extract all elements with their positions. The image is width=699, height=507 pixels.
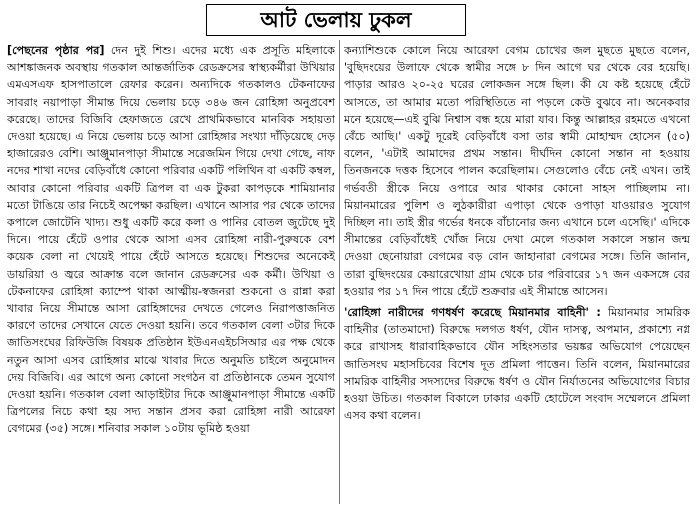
- column-divider: [339, 40, 340, 504]
- right-column-paragraph-2: [344, 304, 690, 424]
- subheading: 'রোহিঙ্গা নারীদের গণধর্ষণ করেছে মিয়ানমার বাহিনী' :: [344, 306, 601, 320]
- continued-from-tag: [পেছনের পৃষ্ঠার পর]: [7, 44, 105, 57]
- headline-area: [0, 4, 699, 38]
- left-column-paragraph: [7, 42, 335, 438]
- right-column-paragraph-2-text: মিয়ানমার সামরিক বাহিনীর (তাতমাদো) বিরুদ্ধে দলগত ধর্ষণ, যৌন দাসত্ব, অপমান, প্রকাশ্যে নগ্ন করে রাখাসহ ধারাবাহিকভাবে যৌন সহিংসতার ভয়ঙ্কর অভিযোগ পেয়েছেন জাতিসংঘ মহাসচিবের বিশেষ দূত প্রমিলা পাত্তেন। তিনি বলেন, মিয়ানমারের সামরিক বাহিনীর সদস্যদের বিরুদ্ধে ধর্ষণ ও যৌন নির্যাতনের অভিযোগের বিচার হওয়া উচিত। গতকাল বিকালে ঢাকার একটি হোটেলে সংবাদ সম্মেলনে প্রমিলা এসব কথা বলেন।: [344, 306, 690, 423]
- right-column: [344, 42, 690, 504]
- right-column-paragraph-1: কন্যাশিশুকে কোলে নিয়ে আরেফা বেগম চোখের জল মুছতে মুছতে বলেন, 'বুছিদংয়ের উলাফে থেকে স্বামীর সঙ্গে ৮ দিন আগে ঘর থেকে বের হয়েছি। পাড়ার আরও ২০-২৫ ঘরের লোকজন সঙ্গে ছিল। কী যে কষ্ট হয়েছে হেঁটে আসতে, তা আমার মতো পরিস্থিতিতে না পড়লে কেউ বুঝবে না। অনেকবার মনে হয়েছে—এই বুঝি নিশ্বাস বন্ধ হয়ে মারা যাব। কিন্তু আল্লাহর রহমতে এখনো বেঁচে আছি।' একটু দূরেই বেড়িবাঁধে বসা তার স্বামী মোহাম্মদ হোসেন (৫০) বলেন, 'এটাই আমাদের প্রথম সন্তান। দীর্ঘদিন কোনো সন্তান না হওয়ায় তিনজনকে দত্তক হিসেবে পালন করেছিলাম। সেগুলোও বেঁচে নেই এখন। তাই গর্ভবতী স্ত্রীকে নিয়ে ওপারে আর থাকার কোনো সাহস পাচ্ছিলাম না। মিয়ানমারের পুলিশ ও লুঠকারীরা এপাড়া থেকে ওপাড়া যাওয়ারও সুযোগ দিচ্ছিল না। তাই স্ত্রীর গর্ভের ধনকে বাঁচানোর জন্য এখানে চলে এসেছি।' এদিকে সীমান্তের বেড়িবাঁধেই খোঁজ নিয়ে দেখা মেলে গতকাল সকালে সন্তান জন্ম দেওয়া ছেনোয়ারা বেগমের বড় বোন জাহানারা বেগমের সঙ্গে। তিনি জানান, তারা বুছিদংয়ের কেয়ারেখোয়া গ্রাম থেকে চার পরিবারের ১৭ জন একসঙ্গে বের হওয়ার পর ১৭ দিন পায়ে হেঁটে শুক্রবার এই সীমান্তে আসেন।: [344, 44, 690, 298]
- left-column: [7, 42, 335, 504]
- headline-box: আট ভেলায় ঢুকল: [206, 4, 466, 36]
- left-column-text: দেন দুই শিশু। এদের মধ্যে এক প্রসূতি মহিলাকে আশঙ্কাজনক অবস্থায় গতকাল আন্তর্জাতিক রেডক্রসের স্বাস্থ্যকর্মীরা উখিয়ার এমএসএফ হাসপাতালে রেফার করেন। অন্যদিকে গতকালও টেকনাফের সাবরাং নয়াপাড়া সীমান্ত দিয়ে ভেলায় চড়ে ৩৪৬ জন রোহিঙ্গা অনুপ্রবেশ করেছে। তাদের বিজিবি হেফাজতে রেখে প্রাথমিকভাবে মানবিক সহায়তা দেওয়া হয়েছে। এ নিয়ে ভেলায় চড়ে আসা রোহিঙ্গার সংখ্যা দাঁড়িয়েছে দেড় হাজারেরও বেশি। আঞ্জুমানপাড়া সীমান্তে সরেজমিন গিয়ে দেখা গেছে, নাফ নদের শাখা নদের বেড়িবাঁধে কোনো পরিবার একটি পলিথিন বা একটি কম্বল, আবার কোনো পরিবার একটি ত্রিপল বা এক টুকরা কাপড়কে শামিয়ানার মতো টাঙিয়ে তার নিচেই অপেক্ষা করছিল। এখানে আসার পর থেকে তাদের কপালে জোটেনি খাদ্য। শুধু একটি করে কলা ও পানির বোতল জুটেছে দুই দিনে। পায়ে হেঁটে ওপার থেকে আসা এসব রোহিঙ্গা নারী-পুরুষকে বেশ কয়েক বেলা না খেয়েই পায়ে হেঁটে আসতে হয়েছে। শিশুদের অনেকেই ডায়রিয়া ও জ্বরে আক্রান্ত বলে জানান রেডক্রসের এক কর্মী। উখিয়া ও টেকনাফের রোহিঙ্গা ক্যাম্পে থাকা আত্মীয়-স্বজনরা শুকনো ও রান্না করা খাবার নিয়ে সীমান্তে আসা রোহিঙ্গাদের দেখতে গেলেও নিরাপত্তাজনিত কারণে তাদের সেখানে যেতে দেওয়া হয়নি। তবে গতকাল বেলা ৩টার দিকে জাতিসংঘের রিফিউজি বিষয়ক প্রতিষ্ঠান ইউএনএইচসিআর এর পক্ষ থেকে নতুন আসা এসব রোহিঙ্গার মাঝে খাবার দিতে অনুমতি চাইলে অনুমোদন দেয় বিজিবি। এর আগে অন্য কোনো সংগঠন বা প্রতিষ্ঠানকে তেমন সুযোগ দেওয়া হয়নি। গতকাল বেলা আড়াইটার দিকে আঞ্জুমানপাড়া সীমান্তে একটি ত্রিপলের নিচে কথা হয় সদ্য সন্তান প্রসব করা রোহিঙ্গা নারী আরেফা বেগমের (৩৫) সঙ্গে। শনিবার সকাল ১০টায় ভূমিষ্ঠ হওয়া: [7, 44, 335, 436]
